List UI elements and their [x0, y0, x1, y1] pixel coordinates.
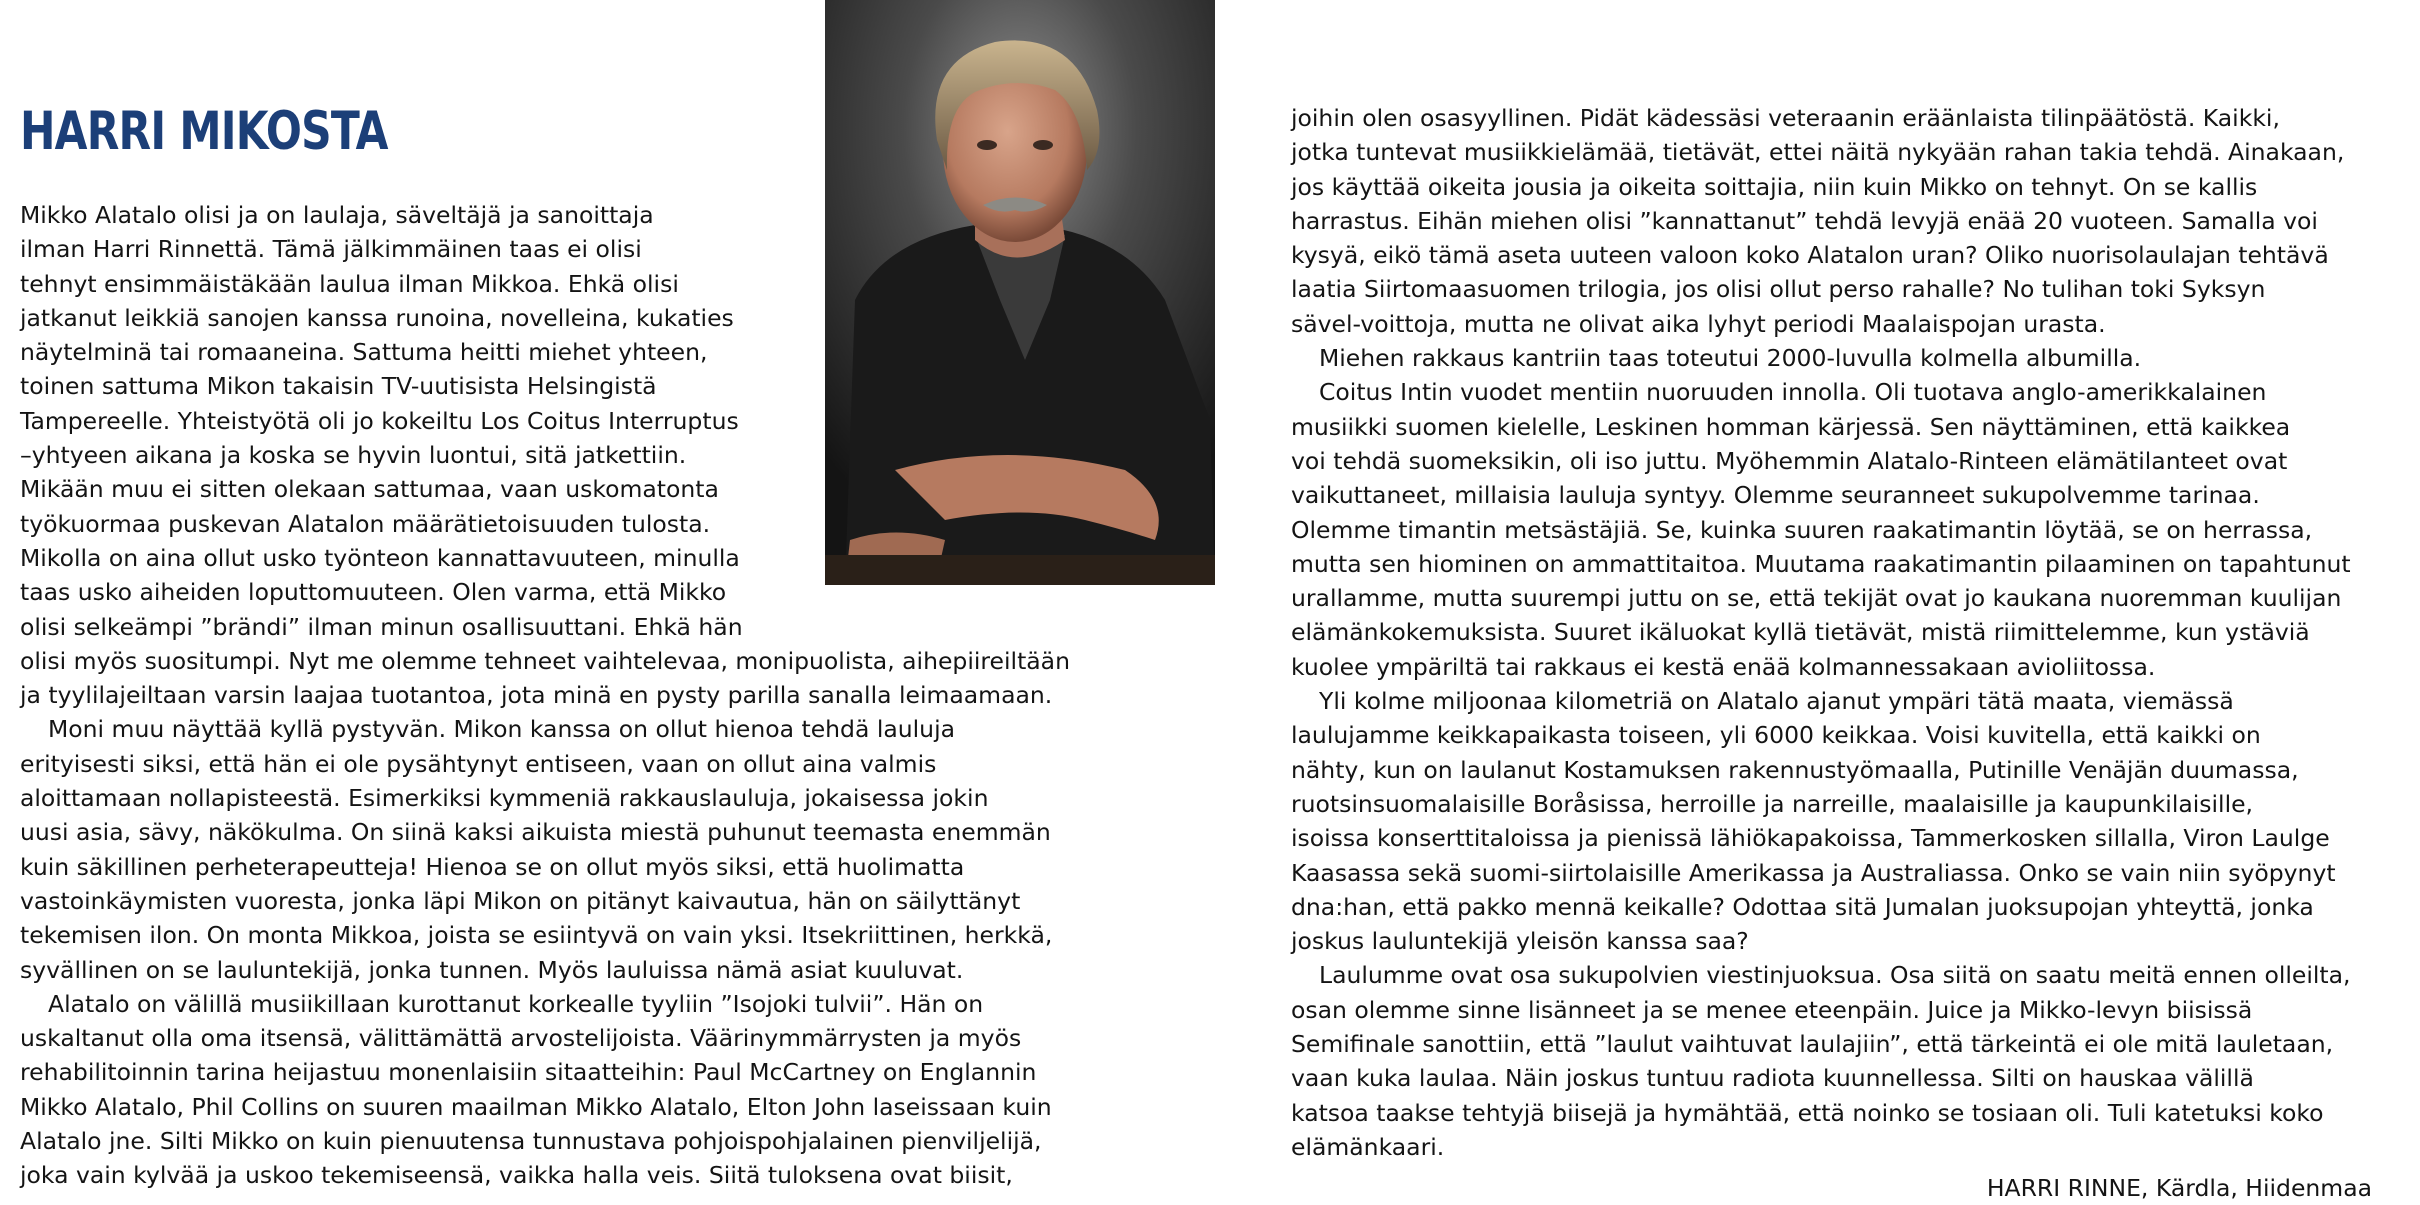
paragraph-line: aloittamaan nollapisteestä. Esimerkiksi kymmeniä rakkauslauluja, jokaisessa jokin [20, 784, 989, 813]
paragraph-line: nähty, kun on laulanut Kostamuksen rakennustyömaalla, Putinille Venäjän duumassa, [1291, 755, 2299, 784]
paragraph-line: joihin olen osasyyllinen. Pidät kädessäsi veteraanin eräänlaista tilinpäätöstä. Kaikki, [1291, 104, 2280, 132]
paragraph-line: dna:han, että pakko mennä keikalle? Odottaa sitä Jumalan juoksupojan yhteyttä, jonka [1291, 892, 2314, 921]
paragraph-line: voi tehdä suomeksikin, oli iso juttu. Myöhemmin Alatalo-Rinteen elämätilanteet ovat [1291, 446, 2288, 475]
paragraph-line: uusi asia, sävy, näkökulma. On siinä kaksi aikuista miestä puhunut teemasta enemmän [20, 818, 1051, 847]
paragraph-line: Mikko Alatalo olisi ja on laulaja, säveltäjä ja sanoittaja [20, 201, 654, 229]
paragraph-line: uskaltanut olla oma itsensä, välittämättä arvostelijoista. Väärinymmärrysten ja myös [20, 1024, 1022, 1053]
paragraph-line: ruotsinsuomalaisille Boråsissa, herroille ja narreille, maalaisille ja kaupunkilaisille, [1291, 789, 2254, 818]
paragraph-line: Laulumme ovat osa sukupolvien viestinjuoksua. Osa siitä on saatu meitä ennen olleilta, [1319, 961, 2351, 990]
paragraph-line: vaan kuka laulaa. Näin joskus tuntuu radiota kuunnellessa. Silti on hauskaa välillä [1291, 1064, 2254, 1093]
paragraph-line: kysyä, eikö tämä aseta uuteen valoon koko Alatalon uran? Oliko nuorisolaulajan tehtävä [1291, 241, 2329, 270]
paragraph-line: jatkanut leikkiä sanojen kanssa runoina, novelleina, kukaties [20, 303, 734, 332]
paragraph-line: musiikki suomen kielelle, Leskinen homman kärjessä. Sen näyttäminen, että kaikkea [1291, 412, 2291, 441]
paragraph-line: Moni muu näyttää kyllä pystyvän. Mikon kanssa on ollut hienoa tehdä lauluja [48, 715, 956, 744]
paragraph-line: erityisesti siksi, että hän ei ole pysähtynyt entiseen, vaan on ollut aina valmis [20, 749, 937, 778]
paragraph-line: toinen sattuma Mikon takaisin TV-uutisista Helsingistä [20, 372, 657, 401]
paragraph-line: työkuormaa puskevan Alatalon määrätietoisuuden tulosta. [20, 509, 711, 538]
paragraph-line: jos käyttää oikeita jousia ja oikeita soittajia, niin kuin Mikko on tehnyt. On se kallis [1291, 172, 2258, 201]
paragraph-line: tehnyt ensimmäistäkään laulua ilman Mikkoa. Ehkä olisi [20, 269, 679, 298]
paragraph-line: Mikko Alatalo, Phil Collins on suuren maailman Mikko Alatalo, Elton John laseissaan kuin [20, 1092, 1052, 1121]
paragraph-line: vaikuttaneet, millaisia lauluja syntyy. Olemme seuranneet sukupolvemme tarinaa. [1291, 481, 2260, 510]
paragraph-line: olisi myös suositumpi. Nyt me olemme tehneet vaihtelevaa, monipuolista, aihepiireiltään [20, 646, 1070, 675]
paragraph-line: syvällinen on se lauluntekijä, jonka tunnen. Myös lauluissa nämä asiat kuuluvat. [20, 955, 964, 984]
paragraph-line: Olemme timantin metsästäjiä. Se, kuinka suuren raakatimantin löytää, se on herrassa, [1291, 515, 2313, 544]
paragraph-line: joskus lauluntekijä yleisön kanssa saa? [1291, 927, 1749, 956]
paragraph-line: olisi selkeämpi ”brändi” ilman minun osallisuuttani. Ehkä hän [20, 612, 743, 641]
paragraph-line: elämänkokemuksista. Suuret ikäluokat kyllä tietävät, mistä riimittelemme, kun ystäviä [1291, 618, 2310, 647]
paragraph-line: Coitus Intin vuodet mentiin nuoruuden innolla. Oli tuotava anglo-amerikkalainen [1319, 378, 2267, 407]
paragraph-line: rehabilitoinnin tarina heijastuu monenlaisiin sitaatteihin: Paul McCartney on Englannin [20, 1058, 1037, 1087]
paragraph-line: Semifinale sanottiin, että ”laulut vaihtuvat laulajiin”, että tärkeintä ei ole mitä lauletaan, [1291, 1030, 2334, 1059]
paragraph-line: ja tyylilajeiltaan varsin laajaa tuotantoa, jota minä en pysty parilla sanalla leimaamaan. [20, 681, 1053, 710]
paragraph-line: laulujamme keikkapaikasta toiseen, yli 6000 keikkaa. Voisi kuvitella, että kaikki on [1291, 721, 2261, 750]
paragraph-line: –yhtyeen aikana ja koska se hyvin luontui, sitä jatkettiin. [20, 441, 687, 470]
paragraph-line: Mikään muu ei sitten olekaan sattumaa, vaan uskomatonta [20, 475, 719, 504]
paragraph-line: tekemisen ilon. On monta Mikkoa, joista se esiintyvä on vain yksi. Itsekriittinen, herkkä, [20, 921, 1053, 950]
paragraph-line: osan olemme sinne lisänneet ja se menee eteenpäin. Juice ja Mikko-levyn biisissä [1291, 995, 2253, 1024]
paragraph-line: näytelminä tai romaaneina. Sattuma heitti miehet yhteen, [20, 338, 708, 367]
paragraph-line: Miehen rakkaus kantriin taas toteutui 2000-luvulla kolmella albumilla. [1319, 344, 2142, 373]
paragraph-line: jotka tuntevat musiikkielämää, tietävät, ettei näitä nykyään rahan takia tehdä. Ainakaan, [1291, 138, 2345, 167]
paragraph-line: Kaasassa sekä suomi-siirtolaisille Amerikassa ja Australiassa. Onko se vain niin syöpynyt [1291, 858, 2336, 887]
paragraph-line: mutta sen hiominen on ammattitaitoa. Muutama raakatimantin pilaaminen on tapahtunut [1291, 549, 2351, 578]
paragraph-line: elämänkaari. [1291, 1132, 1445, 1161]
paragraph-line: joka vain kylvää ja uskoo tekemiseensä, vaikka halla veis. Siitä tuloksena ovat biisit, [20, 1161, 1013, 1190]
paragraph-line: Mikolla on aina ollut usko työnteon kannattavuuteen, minulla [20, 543, 740, 572]
paragraph-line: vastoinkäymisten vuoresta, jonka läpi Mikon on pitänyt kaivautua, hän on säilyttänyt [20, 886, 1021, 915]
left-column-text [20, 198, 1070, 1193]
author-signature: HARRI RINNE, Kärdla, Hiidenmaa [1986, 1174, 2372, 1202]
paragraph-line: laatia Siirtomaasuomen trilogia, jos olisi ollut perso rahalle? No tulihan toki Syksyn [1291, 275, 2266, 304]
paragraph-line: kuin säkillinen perheterapeutteja! Hienoa se on ollut myös siksi, että huolimatta [20, 852, 965, 881]
paragraph-line: ilman Harri Rinnettä. Tämä jälkimmäinen taas ei olisi [20, 235, 642, 264]
paragraph-line: taas usko aiheiden loputtomuuteen. Olen varma, että Mikko [20, 578, 727, 607]
paragraph-line: kuolee ympäriltä tai rakkaus ei kestä enää kolmannessakaan avioliitossa. [1291, 652, 2156, 681]
paragraph-line: harrastus. Eihän miehen olisi ”kannattanut” tehdä levyjä enää 20 vuoteen. Samalla voi [1291, 206, 2318, 235]
paragraph-line: isoissa konserttitaloissa ja pienissä lähiökapakoissa, Tammerkosken sillalla, Viron Laulge [1291, 824, 2330, 853]
right-column-text [1291, 101, 2351, 1164]
paragraph-line: Tampereelle. Yhteistyötä oli jo kokeiltu Los Coitus Interruptus [20, 406, 739, 435]
paragraph-line: sävel-voittoja, mutta ne olivat aika lyhyt periodi Maalaispojan urasta. [1291, 309, 2106, 338]
paragraph-line: katsoa taakse tehtyjä biisejä ja hymähtää, että noinko se tosiaan oli. Tuli katetuksi koko [1291, 1098, 2324, 1127]
paragraph-line: Alatalo jne. Silti Mikko on kuin pienuutensa tunnustava pohjoispohjalainen pienviljelijä, [20, 1127, 1042, 1156]
paragraph-line: urallamme, mutta suurempi juttu on se, että tekijät ovat jo kaukana nuoremman kuulijan [1291, 584, 2342, 613]
article-title: HARRI MIKOSTA [20, 101, 388, 162]
paragraph-line: Alatalo on välillä musiikillaan kurottanut korkealle tyyliin ”Isojoki tulvii”. Hän on [48, 989, 984, 1018]
paragraph-line: Yli kolme miljoonaa kilometriä on Alatalo ajanut ympäri tätä maata, viemässä [1319, 687, 2234, 716]
